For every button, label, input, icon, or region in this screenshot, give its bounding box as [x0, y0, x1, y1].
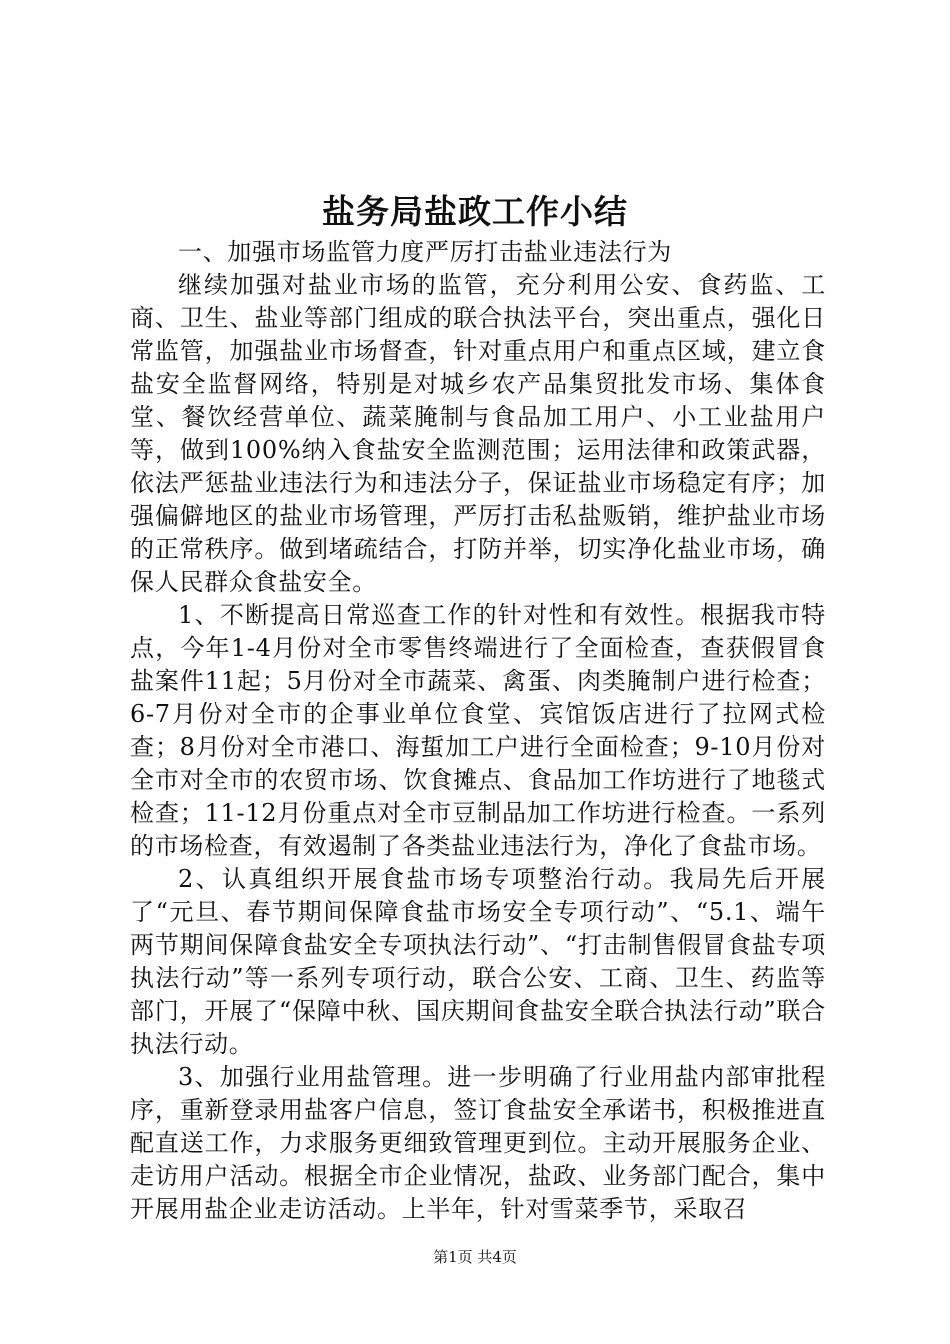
section-heading: 一、加强市场监管力度严厉打击盐业违法行为 [178, 238, 672, 266]
paragraph: 2、认真组织开展食盐市场专项整治行动。我局先后开展了“元旦、春节期间保障食盐市场安全专项行动”、“5.1、端午两节期间保障食盐安全专项执法行动”、“打击制售假冒食盐专项执法行动”等一系列专项行动，联合公安、工商、卫生、药监等部门，开展了“保障中秋、国庆期间食盐安全联合执法行动”联合执法行动。 [130, 865, 826, 1058]
document-body [130, 236, 826, 1226]
document-title: 盐务局盐政工作小结 [322, 192, 628, 231]
paragraph: 3、加强行业用盐管理。进一步明确了行业用盐内部审批程序，重新登录用盐客户信息，签订食盐安全承诺书，积极推进直配直送工作，力求服务更细致管理更到位。主动开展服务企业、走访用户活动。根据全市企业情况，盐政、业务部门配合，集中开展用盐企业走访活动。上半年，针对雪菜季节，采取召 [130, 1063, 826, 1223]
paragraph: 继续加强对盐业市场的监管，充分利用公安、食药监、工商、卫生、盐业等部门组成的联合执法平台，突出重点，强化日常监管，加强盐业市场督查，针对重点用户和重点区域，建立食盐安全监督网络，特别是对城乡农产品集贸批发市场、集体食堂、餐饮经营单位、蔬菜腌制与食品加工用户、小工业盐用户等，做到100%纳入食盐安全监测范围；运用法律和政策武器，依法严惩盐业违法行为和违法分子，保证盐业市场稳定有序；加强偏僻地区的盐业市场管理，严厉打击私盐贩销，维护盐业市场的正常秩序。做到堵疏结合，打防并举，切实净化盐业市场，确保人民群众食盐安全。 [130, 271, 826, 596]
page-number: 第1页 共4页 [433, 1248, 517, 1266]
paragraph: 1、不断提高日常巡查工作的针对性和有效性。根据我市特点，今年1-4月份对全市零售终端进行了全面检查，查获假冒食盐案件11起；5月份对全市蔬菜、禽蛋、肉类腌制户进行检查；6-7月份对全市的企事业单位食堂、宾馆饭店进行了拉网式检查；8月份对全市港口、海蜇加工户进行全面检查；9-10月份对全市对全市的农贸市场、饮食摊点、食品加工作坊进行了地毯式检查；11-12月份重点对全市豆制品加工作坊进行检查。一系列的市场检查，有效遏制了各类盐业违法行为，净化了食盐市场。 [130, 601, 826, 860]
